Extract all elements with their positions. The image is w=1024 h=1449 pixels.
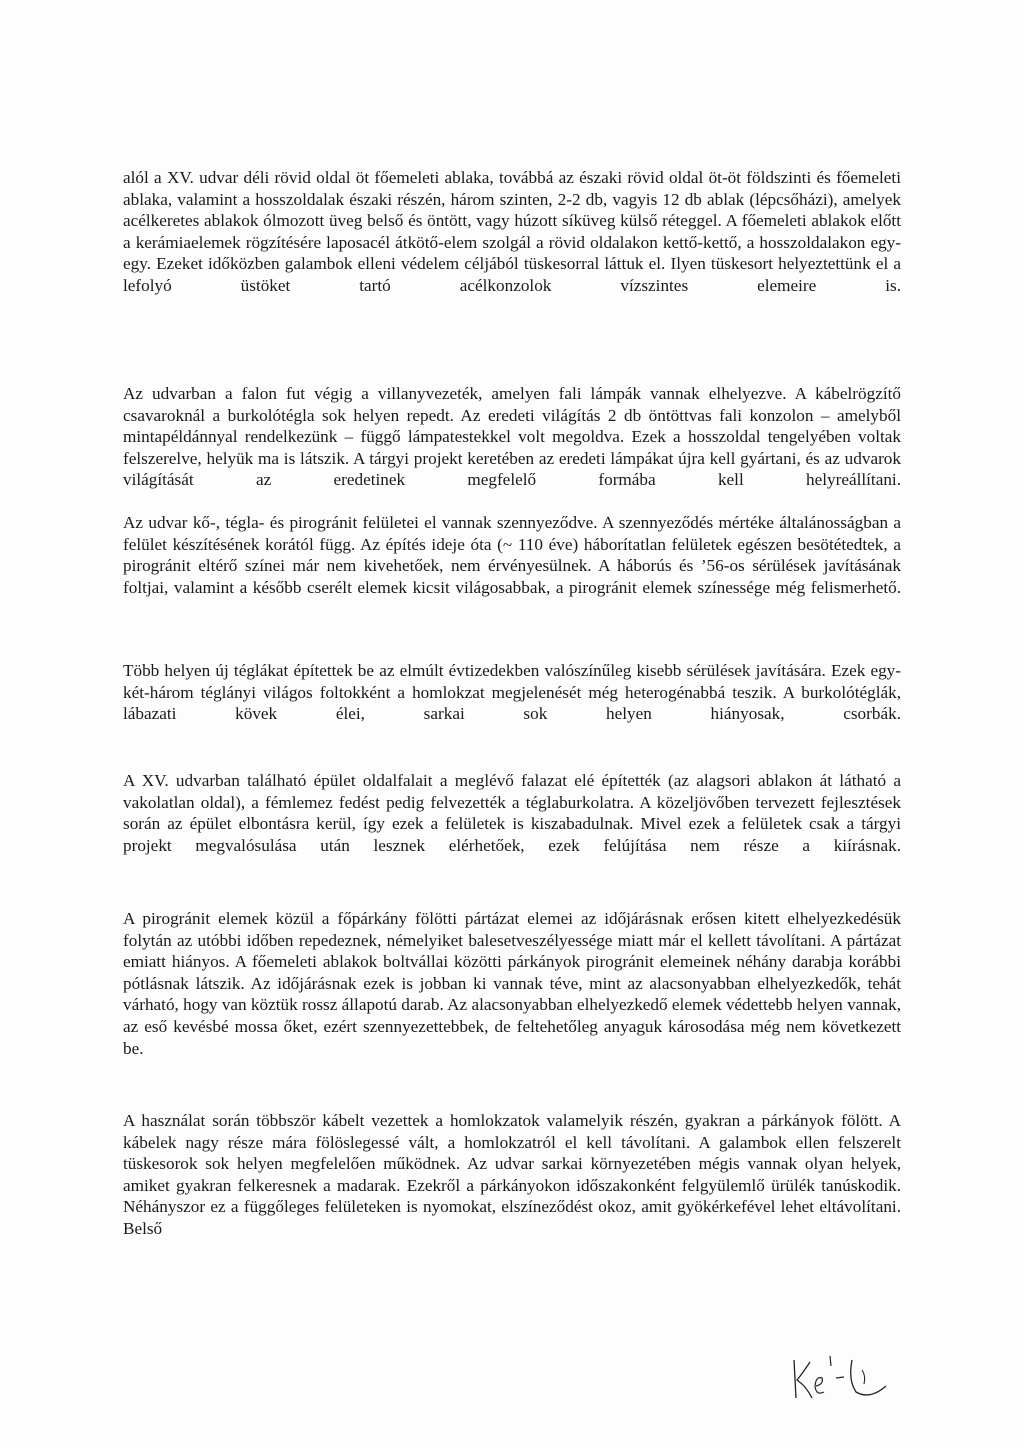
paragraph-lighting: Az udvarban a falon fut végig a villanyvezeték, amelyen fali lámpák vannak elhelyezve. A kábelrögzítő csavaroknál a burkolótégla sok helyen repedt. Az eredeti világítás 2 db öntöttvas fali konzolon – amelyből mintapéldánnyal rendelkezünk – függő lámpatestekkel volt megoldva. Ezek a hosszoldal tengelyében voltak felszerelve, helyük ma is látszik. A tárgyi projekt keretében az eredeti lámpákat újra kell gyártani, és az udvarok világítását az eredetinek megfelelő formába kell helyreállítani.	[123, 384, 901, 490]
paragraph-pyrogranite: A pirogránit elemek közül a főpárkány fölötti pártázat elemei az időjárásnak erősen kitett elhelyezkedésük folytán az utóbbi időben repedeznek, némelyiket balesetveszélyessége miatt már el kellett távolítani. A pártázat emiatt hiányos. A főemeleti ablakok boltvállai közötti párkányok pirogránit elemeinek néhány darabja korábbi pótlásnak látszik. Az időjárásnak ezek is jobban ki vannak téve, mint az alacsonyabban elhelyezkedők, tehát várható, hogy van köztük rossz állapotú darab. Az alacsonyabban elhelyezkedő elemek védettebb helyen vannak, az eső kevésbé mossa őket, ezért szennyezettebbek, de feltehetőleg anyaguk károsodása még nem következett be.	[123, 909, 901, 1058]
paragraph-windows: alól a XV. udvar déli rövid oldal öt főemeleti ablaka, továbbá az északi rövid oldal öt-öt földszinti és főemeleti ablaka, valamint a hosszoldalak északi részén, három szinten, 2-2 db, vagyis 12 db ablak (lépcsőházi), amelyek acélkeretes ablakok ólmozott üveg belső és öntött, vagy húzott síküveg külső réteggel. A főemeleti ablakok előtt a kerámiaelemek rögzítésére laposacél átkötő-elem szolgál a rövid oldalakon kettő-kettő, a hosszoldalakon egy-egy. Ezeket időközben galambok elleni védelem céljából tüskesorral láttuk el. Ilyen tüskesort helyeztettünk el a lefolyó üstöket tartó acélkonzolok vízszintes elemeire is.	[123, 168, 901, 295]
handwritten-signature	[786, 1340, 896, 1410]
paragraph-cables: A használat során többször kábelt vezettek a homlokzatok valamelyik részén, gyakran a párkányok fölött. A kábelek nagy része mára fölöslegessé vált, a homlokzatról el kell távolítani. A galambok ellen felszerelt tüskesorok sok helyen megfelelően működnek. Az udvar sarkai környezetében mégis vannak olyan helyek, amiket gyakran felkeresnek a madarak. Ezekről a párkányokon időszakonként felgyülemlő ürülék tanúskodik. Néhányszor ez a függőleges felületeken is nyomokat, elszíneződést okoz, amit gyökérkefével lehet eltávolítani. Belső	[123, 1111, 901, 1238]
paragraph-contamination: Az udvar kő-, tégla- és pirogránit felületei el vannak szennyeződve. A szennyeződés mértéke általánosságban a felület készítésének korától függ. Az építés ideje óta (~ 110 éve) háborítatlan felületek egészen besötétedtek, a pirogránit eltérő színei már nem kivehetőek, nem érvényesülnek. A háborús és ’56-os sérülések javításának foltjai, valamint a később cserélt elemek kicsit világosabbak, a pirogránit elemek színessége még felismerhető.	[123, 513, 901, 597]
paragraph-side-walls: A XV. udvarban található épület oldalfalait a meglévő falazat elé építették (az alagsori ablakon át látható a vakolatlan oldal), a fémlemez fedést pedig felvezették a téglaburkolatra. A közeljövőben tervezett fejlesztések során az épület elbontásra kerül, így ezek a felületek is kiszabadulnak. Mivel ezek a felületek csak a tárgyi projekt megvalósulása után lesznek elérhetőek, ezek felújítása nem része a kiírásnak.	[123, 771, 901, 855]
paragraph-new-bricks: Több helyen új téglákat építettek be az elmúlt évtizedekben valószínűleg kisebb sérülések javítására. Ezek egy-két-három téglányi világos foltokként a homlokzat megjelenését még heterogénabbá teszik. A burkolótéglák, lábazati kövek élei, sarkai sok helyen hiányosak, csorbák.	[123, 661, 901, 724]
